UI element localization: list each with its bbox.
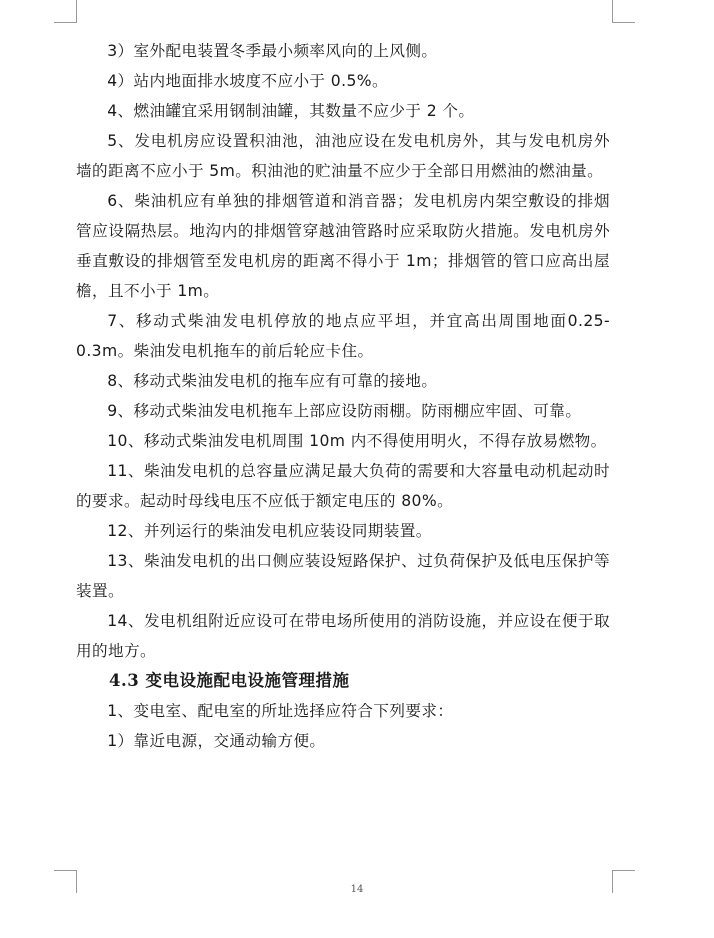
paragraph: 5、发电机房应设置积油池，油池应设在发电机房外，其与发电机房外墙的距离不应小于 5m。积油池的贮油量不应少于全部日用燃油的燃油量。: [76, 132, 610, 180]
paragraph: 11、柴油发电机的总容量应满足最大负荷的需要和大容量电动机起动时的要求。起动时母线电压不应低于额定电压的 80%。: [76, 462, 610, 510]
paragraph: 13、柴油发电机的出口侧应装设短路保护、过负荷保护及低电压保护等装置。: [76, 552, 610, 600]
section-heading: 4.3 变电设施配电设施管理措施: [109, 671, 350, 690]
crop-mark-top-left: [54, 0, 77, 23]
paragraph: 3）室外配电装置冬季最小频率风向的上风侧。: [107, 42, 438, 60]
paragraph: 6、柴油机应有单独的排烟管道和消音器；发电机房内架空敷设的排烟管应设隔热层。地沟内的排烟管穿越油管路时应采取防火措施。发电机房外垂直敷设的排烟管至发电机房的距离不得小于 1m；排烟管的管口应高出屋檐，且不小于 1m。: [76, 192, 610, 300]
paragraph: 8、移动式柴油发电机的拖车应有可靠的接地。: [107, 372, 438, 390]
paragraph: 12、并列运行的柴油发电机应装设同期装置。: [107, 522, 432, 540]
page-body: [76, 36, 610, 756]
paragraph: 4）站内地面排水坡度不应小于 0.5%。: [107, 72, 388, 90]
paragraph: 9、移动式柴油发电机拖车上部应设防雨棚。防雨棚应牢固、可靠。: [107, 402, 582, 420]
crop-mark-top-right: [612, 0, 635, 23]
page-number: 14: [350, 884, 364, 895]
paragraph: 14、发电机组附近应设可在带电场所使用的消防设施，并应设在便于取用的地方。: [76, 612, 610, 660]
paragraph: 1）靠近电源，交通动输方便。: [107, 732, 326, 750]
paragraph: 4、燃油罐宜采用钢制油罐，其数量不应少于 2 个。: [107, 102, 475, 120]
paragraph: 1、变电室、配电室的所址选择应符合下列要求：: [107, 702, 454, 720]
paragraph: 7、移动式柴油发电机停放的地点应平坦，并宜高出周围地面0.25-0.3m。柴油发电机拖车的前后轮应卡住。: [76, 312, 610, 360]
paragraph: 10、移动式柴油发电机周围 10m 内不得使用明火，不得存放易燃物。: [107, 432, 607, 450]
